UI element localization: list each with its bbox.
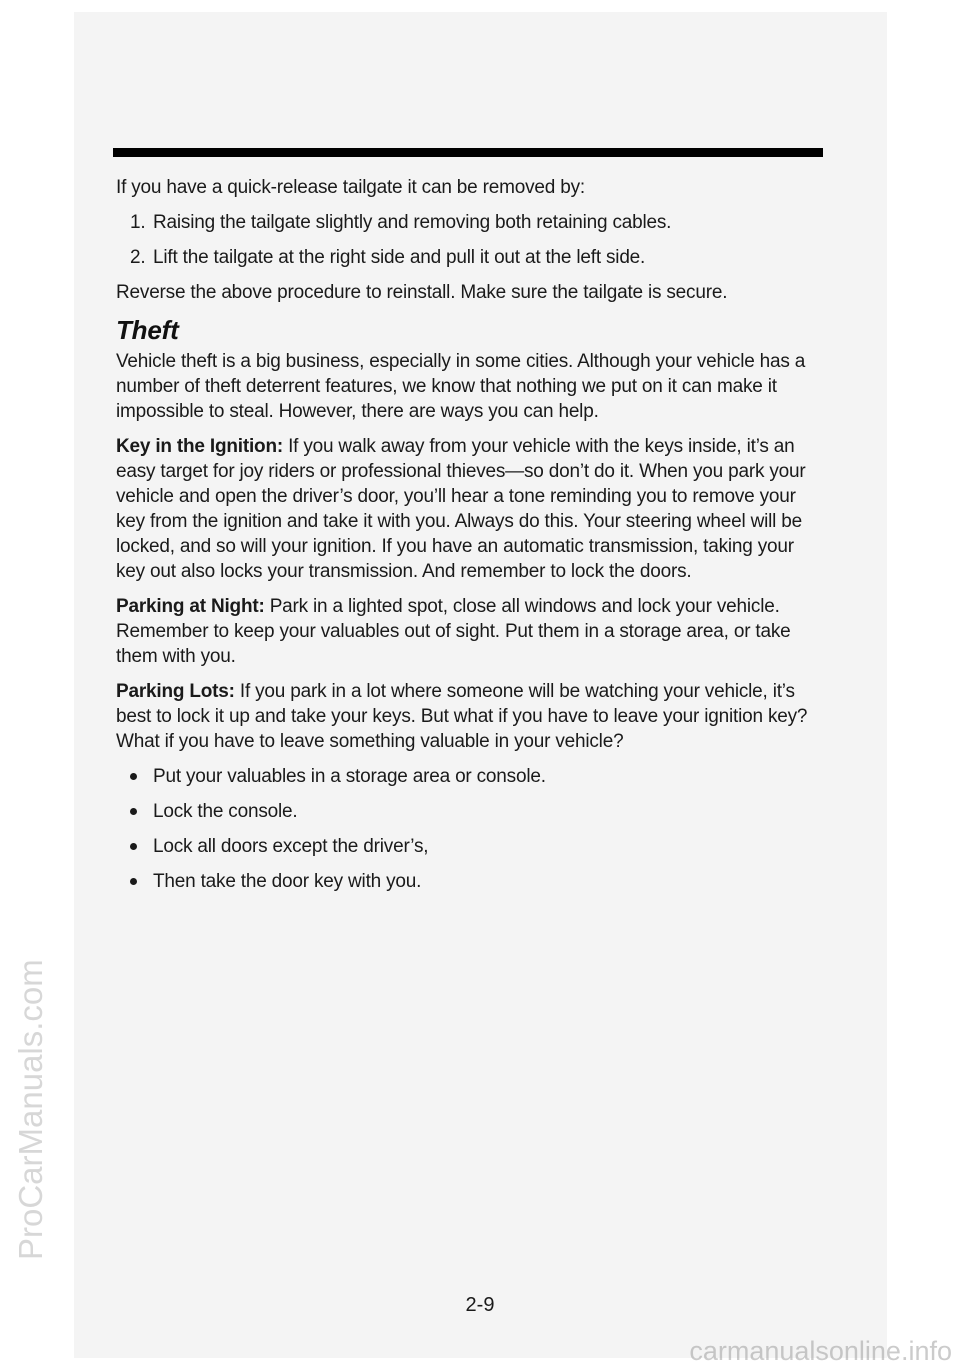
page-content <box>116 175 826 904</box>
step-item <box>130 210 826 235</box>
parking-lots-lead: Parking Lots: <box>116 681 235 702</box>
key-in-ignition-paragraph <box>116 434 826 584</box>
bullet-icon <box>130 878 137 885</box>
parking-at-night-paragraph <box>116 594 826 669</box>
bullet-text: Put your valuables in a storage area or console. <box>153 766 546 787</box>
parking-at-night-text: Park in a lighted spot, close all windows and lock your vehicle. Remember to keep your valuables out of sight. Put them in a storage area, or take them with you. <box>116 596 791 667</box>
step-number: 2. <box>130 247 146 268</box>
key-in-ignition-text: If you walk away from your vehicle with the keys inside, it’s an easy target for joy riders or professional thieves—so don’t do it. When you park your vehicle and open the driver’s door, you’ll hear a tone reminding you to remove your key from the ignition and take it with you. Always do this. Your steering wheel will be locked, and so will your ignition. If you have an automatic transmission, taking your key out also locks your transmission. And remember to lock the doors. <box>116 436 806 582</box>
bullet-item <box>130 764 826 789</box>
bullet-icon <box>130 843 137 850</box>
section-heading-theft: Theft <box>116 315 179 345</box>
side-watermark: ProCarManuals.com <box>12 959 49 1260</box>
page-number: 2-9 <box>465 1294 495 1316</box>
bottom-watermark: carmanualsonline.info <box>689 1336 952 1366</box>
key-in-ignition-lead: Key in the Ignition: <box>116 436 283 457</box>
reverse-note: Reverse the above procedure to reinstall. Make sure the tailgate is secure. <box>116 282 728 303</box>
tailgate-steps <box>116 210 826 270</box>
tailgate-intro: If you have a quick-release tailgate it can be removed by: <box>116 177 585 198</box>
bullet-item <box>130 834 826 859</box>
bullet-item <box>130 799 826 824</box>
parking-lots-text: If you park in a lot where someone will be watching your vehicle, it’s best to lock it up and take your keys. But what if you have to leave your ignition key? What if you have to leave something valuable in your vehicle? <box>116 681 808 752</box>
bullet-icon <box>130 808 137 815</box>
bullet-text: Lock all doors except the driver’s, <box>153 836 429 857</box>
bullet-icon <box>130 773 137 780</box>
theft-intro: Vehicle theft is a big business, especially in some cities. Although your vehicle has a number of theft deterrent features, we know that nothing we put on it can make it impossible to steal. However, there are ways you can help. <box>116 351 806 422</box>
parking-lots-paragraph <box>116 679 826 754</box>
step-number: 1. <box>130 212 146 233</box>
step-item <box>130 245 826 270</box>
bullet-text: Then take the door key with you. <box>153 871 422 892</box>
step-text: Raising the tailgate slightly and removing both retaining cables. <box>153 212 672 233</box>
bullet-text: Lock the console. <box>153 801 298 822</box>
parking-lots-bullets <box>116 764 826 894</box>
step-text: Lift the tailgate at the right side and pull it out at the left side. <box>153 247 646 268</box>
bullet-item <box>130 869 826 894</box>
header-rule <box>113 148 823 157</box>
parking-at-night-lead: Parking at Night: <box>116 596 265 617</box>
